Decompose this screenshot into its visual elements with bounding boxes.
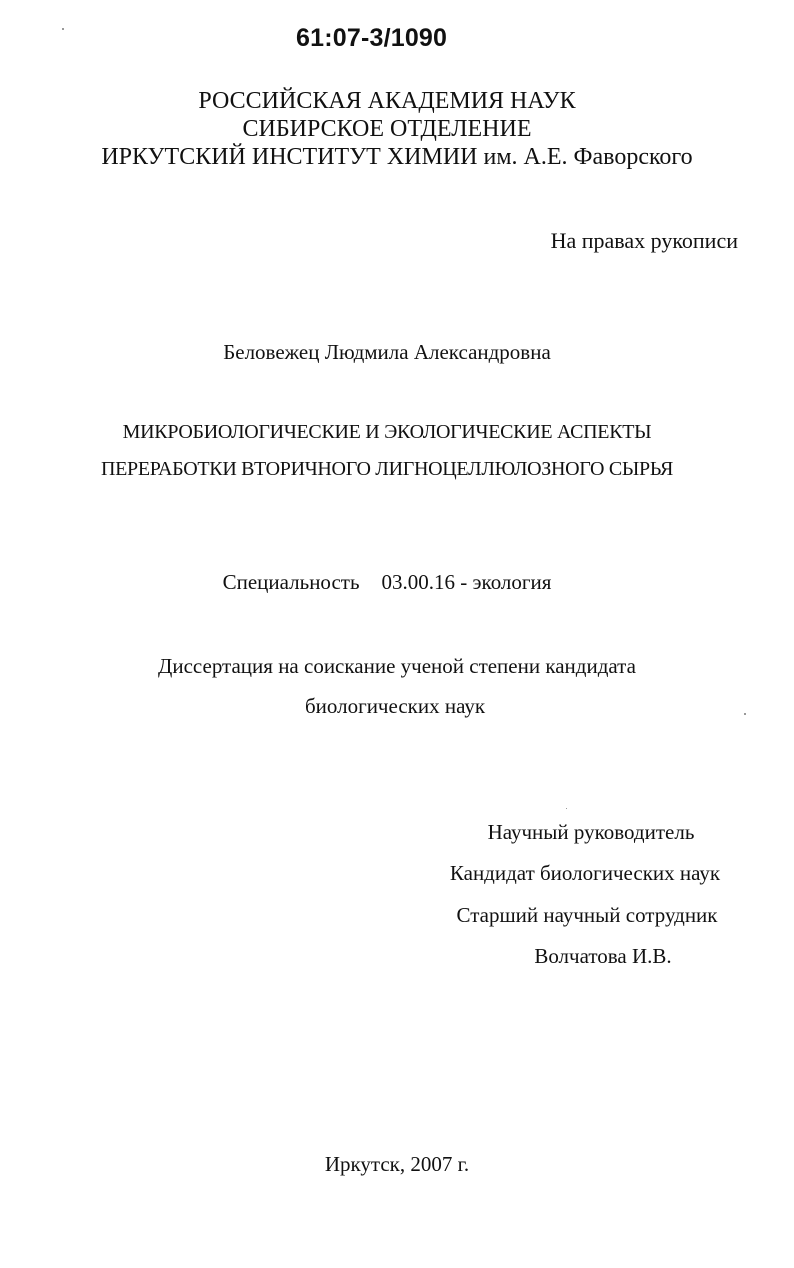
- thesis-title-line-2: ПЕРЕРАБОТКИ ВТОРИЧНОГО ЛИГНОЦЕЛЛЮЛОЗНОГО СЫРЬЯ: [100, 458, 674, 480]
- supervisor-role: Научный руководитель: [487, 820, 695, 844]
- specialty: [0, 570, 784, 595]
- manuscript-rights: На правах рукописи: [550, 228, 738, 253]
- scan-speck: [62, 28, 64, 30]
- document-code: 61:07-3/1090: [296, 24, 448, 52]
- organization-line-1: РОССИЙСКАЯ АКАДЕМИЯ НАУК: [198, 88, 576, 114]
- organization-line-2: СИБИРСКОЕ ОТДЕЛЕНИЕ: [242, 116, 532, 142]
- organization-line-3: ИРКУТСКИЙ ИНСТИТУТ ХИМИИ им. А.Е. Фаворского: [101, 144, 693, 170]
- author-name: Беловежец Людмила Александровна: [223, 340, 551, 364]
- thesis-degree-line-1: Диссертация на соискание ученой степени кандидата: [158, 654, 636, 678]
- supervisor-position: Старший научный сотрудник: [456, 903, 718, 927]
- scan-speck: [744, 713, 746, 715]
- specialty-label: Специальность: [222, 570, 360, 594]
- scan-speck: [566, 808, 567, 809]
- thesis-title-line-1: МИКРОБИОЛОГИЧЕСКИЕ И ЭКОЛОГИЧЕСКИЕ АСПЕКТЫ: [122, 421, 652, 443]
- place-and-year: Иркутск, 2007 г.: [324, 1152, 470, 1176]
- supervisor-degree: Кандидат биологических наук: [449, 861, 721, 885]
- specialty-value: 03.00.16 - экология: [381, 570, 552, 594]
- supervisor-name: Волчатова И.В.: [534, 944, 672, 968]
- thesis-degree-line-2: биологических наук: [304, 694, 486, 718]
